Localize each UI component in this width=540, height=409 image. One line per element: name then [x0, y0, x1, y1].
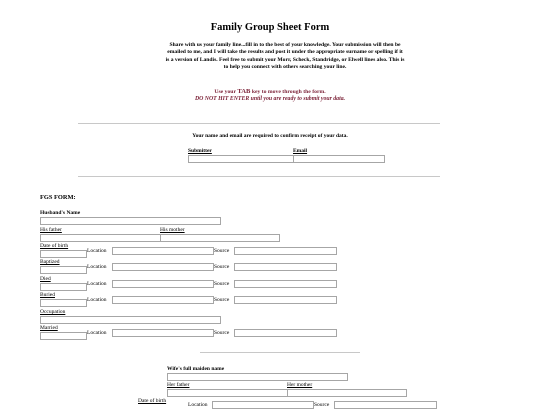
husband-birth-date-input[interactable]: [40, 250, 87, 258]
husband-buried-location-input[interactable]: [112, 296, 214, 304]
page-title: Family Group Sheet Form: [210, 22, 330, 33]
her-father-input[interactable]: [167, 389, 288, 397]
married-location-label: Location: [87, 330, 107, 336]
email-label: Email: [293, 148, 308, 154]
required-note: Your name and email are required to confirm receipt of your data.: [192, 133, 348, 139]
husband-baptized-source-input[interactable]: [234, 263, 337, 271]
enter-warning-rest: until you are ready to submit your data.: [249, 96, 346, 102]
husband-died-source-input[interactable]: [234, 280, 337, 288]
husband-buried-label: Buried: [40, 292, 55, 298]
tab-key-label: TAB: [237, 88, 251, 95]
husband-buried-source-label: Source: [214, 297, 230, 303]
wife-name-input[interactable]: [167, 373, 348, 381]
wife-name-label: Wife's full maiden name: [167, 366, 225, 372]
tab-note-pre: Use your: [214, 89, 238, 95]
his-mother-label: His mother: [160, 227, 185, 233]
email-input[interactable]: [293, 155, 385, 163]
husband-died-label: Died: [40, 276, 51, 282]
husband-birth-source-input[interactable]: [234, 247, 337, 255]
husband-baptized-label: Baptized: [40, 259, 60, 265]
husband-baptized-location-label: Location: [87, 264, 107, 270]
husband-birth-location-label: Location: [87, 248, 107, 254]
husband-birth-source-label: Source: [214, 248, 230, 254]
fgs-heading: FGS FORM:: [40, 194, 76, 201]
married-location-input[interactable]: [112, 329, 214, 337]
husband-name-label: Husband's Name: [40, 210, 81, 216]
her-mother-label: Her mother: [287, 382, 313, 388]
her-mother-input[interactable]: [287, 389, 407, 397]
married-date-input[interactable]: [40, 332, 87, 340]
divider-wife: [200, 352, 360, 353]
his-father-input[interactable]: [40, 234, 161, 242]
enter-warning-emphasis: DO NOT HIT ENTER: [194, 96, 250, 102]
submitter-label: Submitter: [188, 148, 212, 154]
married-source-input[interactable]: [234, 329, 337, 337]
divider-middle: [78, 176, 440, 177]
wife-birth-location-input[interactable]: [212, 401, 314, 409]
intro-text: Share with us your family line...fill in to the best of your knowledge. Your submission will then be emailed to me, and I will take the results and post it under the appropriate surname or spelling if it is a version of Landis. Feel free to submit your Morr, Scheck, Standridge, or Elwell lines also. This is to help you connect with others searching your line.: [165, 42, 405, 70]
husband-buried-location-label: Location: [87, 297, 107, 303]
husband-birth-location-input[interactable]: [112, 247, 214, 255]
husband-buried-date-input[interactable]: [40, 299, 87, 307]
husband-baptized-source-label: Source: [214, 264, 230, 270]
tab-instruction: [0, 88, 540, 95]
submitter-input[interactable]: [188, 155, 294, 163]
husband-buried-source-input[interactable]: [234, 296, 337, 304]
her-father-label: Her father: [167, 382, 190, 388]
married-source-label: Source: [214, 330, 230, 336]
married-label: Married: [40, 325, 58, 331]
his-mother-input[interactable]: [160, 234, 280, 242]
wife-birth-location-label: Location: [188, 402, 208, 408]
his-father-label: His father: [40, 227, 62, 233]
husband-died-location-input[interactable]: [112, 280, 214, 288]
husband-died-location-label: Location: [87, 281, 107, 287]
husband-birth-label: Date of birth: [40, 243, 69, 249]
husband-occupation-label: Occupation: [40, 309, 66, 315]
enter-warning: [0, 96, 540, 102]
divider-top: [78, 123, 440, 124]
husband-died-source-label: Source: [214, 281, 230, 287]
husband-name-input[interactable]: [40, 217, 221, 225]
husband-baptized-location-input[interactable]: [112, 263, 214, 271]
husband-died-date-input[interactable]: [40, 283, 87, 291]
wife-birth-source-label: Source: [314, 402, 330, 408]
husband-baptized-date-input[interactable]: [40, 266, 87, 274]
husband-occupation-input[interactable]: [40, 316, 221, 324]
wife-birth-label: Date of birth: [138, 398, 167, 404]
wife-birth-source-input[interactable]: [334, 401, 437, 409]
tab-note-post: key to move through the form.: [250, 89, 326, 95]
